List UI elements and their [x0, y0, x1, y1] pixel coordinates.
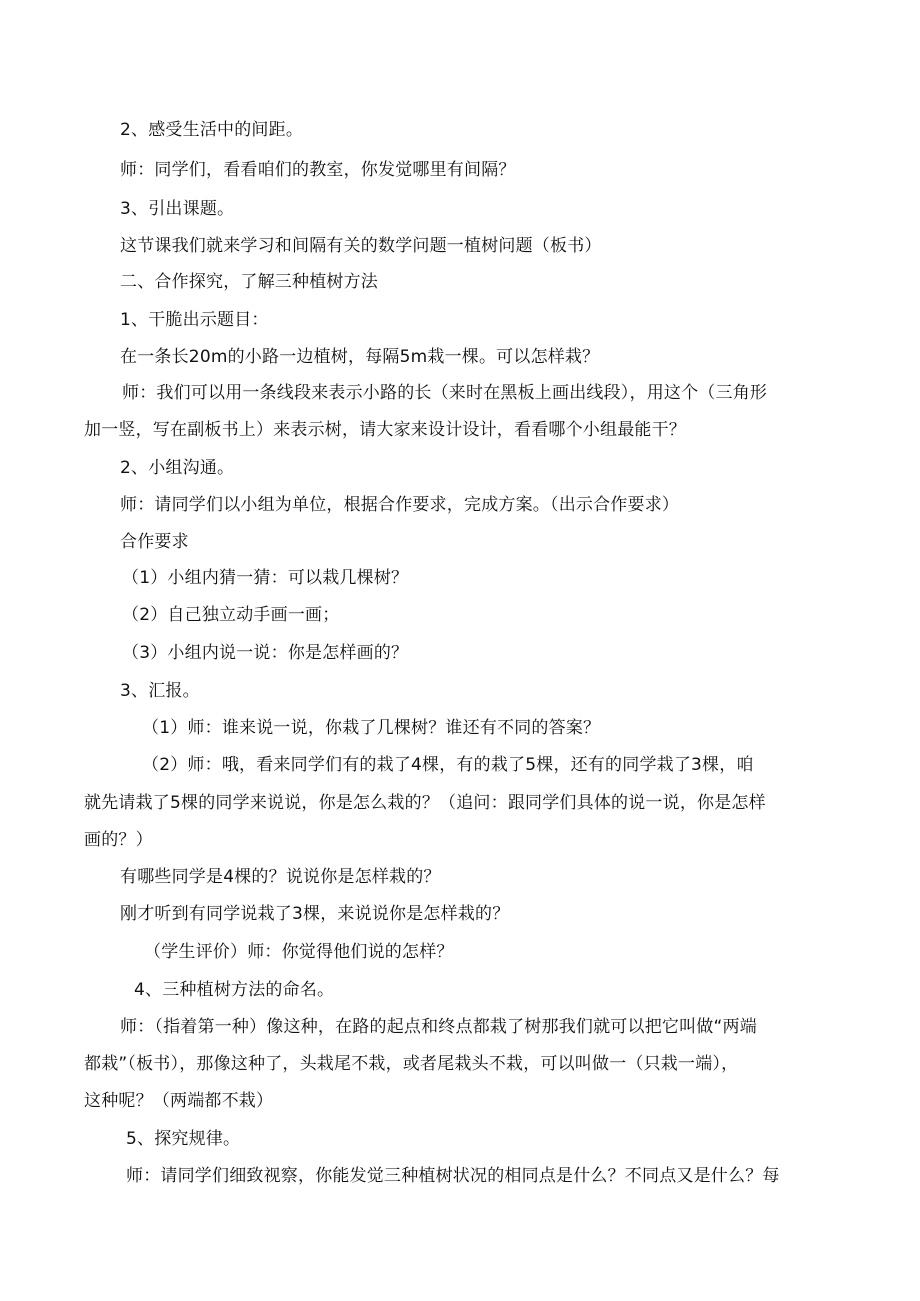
text-line: 合作要求 — [120, 532, 189, 552]
text-line: 在一条长20m的小路一边植树，每隔5m栽一棵。可以怎样栽？ — [120, 347, 600, 367]
text-line: 3、引出课题。 — [120, 199, 235, 219]
text-line: 这种呢？（两端都不栽） — [84, 1091, 274, 1111]
text-line: 4、三种植树方法的命名。 — [134, 980, 335, 1000]
text-line: 都栽”（板书），那像这种了，头栽尾不栽，或者尾栽头不栽，可以叫做一（只栽一端）， — [84, 1054, 739, 1074]
text-line: 就先请栽了5棵的同学来说说，你是怎么栽的？（追问：跟同学们具体的说一说，你是怎样 — [84, 793, 766, 813]
text-line: 加一竖，写在副板书上）来表示树，请大家来设计设计，看看哪个小组最能干？ — [84, 420, 686, 440]
text-line: 二、合作探究，了解三种植树方法 — [120, 272, 378, 292]
text-line: 画的？） — [84, 830, 153, 850]
text-line: 刚才听到有同学说栽了3棵，来说说你是怎样栽的？ — [120, 904, 510, 924]
text-line: （1）师：谁来说一说，你栽了几棵树？谁还有不同的答案？ — [142, 718, 601, 738]
text-line: 师：同学们，看看咱们的教室，你发觉哪里有间隔？ — [120, 160, 516, 180]
text-line: 师：（指着第一种）像这种，在路的起点和终点都栽了树那我们就可以把它叫做“两端 — [120, 1017, 757, 1037]
text-line: 师：我们可以用一条线段来表示小路的长（来时在黑板上画出线段），用这个（三角形 — [122, 383, 768, 403]
text-line: 这节课我们就来学习和间隔有关的数学问题一植树问题（板书） — [120, 236, 602, 256]
text-line: （1）小组内猜一猜：可以栽几棵树？ — [122, 568, 409, 588]
text-line: （2）师：哦，看来同学们有的栽了4棵，有的栽了5棵，还有的同学栽了3棵，咱 — [142, 755, 754, 775]
text-line: 2、感受生活中的间距。 — [120, 120, 304, 140]
text-line: 有哪些同学是4棵的？说说你是怎样栽的？ — [120, 867, 441, 887]
text-line: 2、小组沟通。 — [120, 458, 235, 478]
text-line: 3、汇报。 — [120, 681, 200, 701]
text-line: 5、探究规律。 — [126, 1129, 241, 1149]
text-line: 1、干脆出示题目： — [120, 310, 269, 330]
text-line: （3）小组内说一说：你是怎样画的？ — [122, 643, 409, 663]
text-line: 师：请同学们以小组为单位，根据合作要求，完成方案。（出示合作要求） — [120, 495, 680, 515]
text-line: 师：请同学们细致视察，你能发觉三种植树状况的相同点是什么？不同点又是什么？每 — [126, 1166, 780, 1186]
text-line: （学生评价）师：你觉得他们说的怎样？ — [144, 942, 454, 962]
text-line: （2）自己独立动手画一画； — [122, 605, 340, 625]
